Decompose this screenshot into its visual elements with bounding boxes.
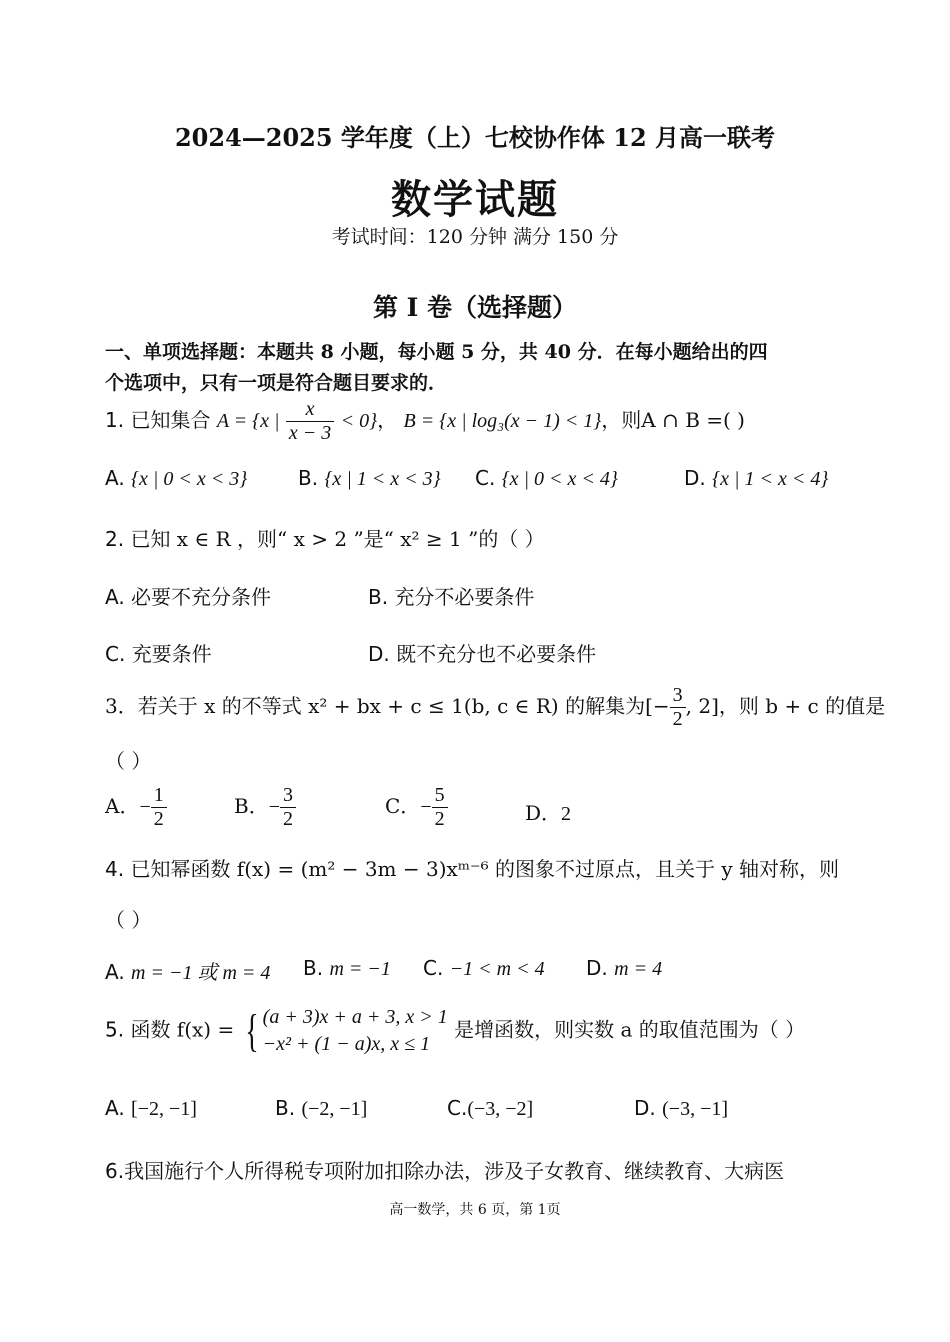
fraction (280, 784, 296, 831)
left-brace-icon: { (244, 1005, 259, 1056)
option-label: C． (385, 794, 421, 818)
section-instruction-line1: 一、单项选择题：本题共 8 小题，每小题 5 分，共 40 分．在每小题给出的四 (105, 341, 768, 363)
option-label: D. (634, 1096, 656, 1120)
question-number: 2. (105, 527, 125, 551)
question-1-stem: 1. 已知集合 A = {x | $\frac{x}{x - 3}$ < 0}， B = {x | log₃(x − 1) < 1}，则A ∩ B =( ) (105, 398, 745, 444)
option-label: B. (368, 585, 389, 609)
fraction (151, 784, 167, 831)
option-label: B. (275, 1096, 296, 1120)
exam-title-line: 2024—2025 学年度（上）七校协作体 12 月高一联考 (174, 123, 776, 152)
subject-title: 数学试题 (391, 177, 559, 223)
option-d[interactable] (525, 797, 571, 826)
question-2-stem (105, 523, 545, 552)
option-label: A. (105, 466, 125, 490)
option-label: D. (684, 466, 706, 490)
question-3-stem (105, 684, 885, 731)
fraction (670, 684, 686, 731)
question-5-stem (105, 1004, 805, 1058)
question-number: 4. (105, 857, 125, 881)
option-a[interactable] (105, 466, 247, 491)
option-text: −1 < m < 4 (449, 958, 545, 980)
option-text: m = 4 (614, 958, 663, 980)
fraction-numerator: 5 (432, 784, 448, 808)
question-text: 若关于 x 的不等式 x² + bx + c ≤ 1(b, c ∈ R) 的解集为[− (137, 694, 670, 718)
option-c[interactable] (475, 466, 618, 491)
option-sign: − (139, 796, 151, 818)
fraction-numerator: 1 (151, 784, 167, 808)
option-label: C. (423, 956, 444, 980)
fraction-denominator: 2 (153, 808, 164, 830)
section-title: 第 I 卷（选择题） (372, 293, 578, 322)
option-d[interactable] (586, 956, 662, 981)
question-4-stem (105, 853, 839, 882)
option-c[interactable] (423, 956, 545, 981)
option-label: A. (105, 585, 125, 609)
question-number: 6. (105, 1159, 125, 1183)
case-2: −x² + (1 − a)x, x ≤ 1 (262, 1033, 431, 1055)
option-text: m = −1 (329, 958, 391, 980)
option-b[interactable] (368, 581, 534, 610)
option-label: C. (447, 1096, 468, 1120)
option-b[interactable] (234, 784, 296, 831)
fraction-denominator: 2 (434, 808, 445, 830)
option-b[interactable] (275, 1096, 367, 1121)
exam-info: 考试时间：120 分钟 满分 150 分 (331, 226, 619, 248)
piecewise-cases (263, 1004, 448, 1058)
option-label: D. (368, 642, 390, 666)
fraction-denominator: 2 (282, 808, 293, 830)
page-footer: 高一数学，共 6 页，第 1页 (389, 1202, 561, 1218)
option-d[interactable] (634, 1096, 728, 1121)
option-text: (−2, −1] (301, 1098, 368, 1120)
option-c[interactable] (447, 1096, 533, 1121)
fraction (432, 784, 448, 831)
option-sign: − (268, 796, 280, 818)
question-tail: 是增函数，则实数 a 的取值范围为（ ） (454, 1017, 806, 1042)
case-1: (a + 3)x + a + 3, x > 1 (262, 1006, 448, 1028)
question-number: 5. (105, 1017, 125, 1042)
fraction-numerator: 3 (670, 684, 686, 708)
option-a[interactable] (105, 1096, 197, 1121)
option-label: D． (525, 801, 562, 825)
fraction (286, 398, 334, 445)
set-a-expression: A = {x | (216, 410, 280, 432)
question-number: 3． (105, 694, 138, 718)
option-label: B． (234, 794, 269, 818)
question-text: 已知集合 (130, 408, 211, 432)
option-text: {x | 0 < x < 4} (501, 468, 618, 490)
option-label: B. (303, 956, 324, 980)
option-label: D. (586, 956, 608, 980)
option-b[interactable] (298, 466, 441, 491)
question-4-answer-blank: （ ） (105, 908, 152, 932)
option-label: A. (105, 960, 125, 984)
fraction-numerator: 3 (280, 784, 296, 808)
option-a[interactable] (105, 581, 271, 610)
question-3-answer-blank: （ ） (105, 749, 152, 773)
fraction-denominator: 2 (672, 708, 683, 730)
option-c[interactable] (105, 638, 212, 667)
option-label: B. (298, 466, 319, 490)
section-instruction-line2: 个选项中，只有一项是符合题目要求的． (105, 372, 448, 394)
option-label: A. (105, 1096, 125, 1120)
option-text: {x | 0 < x < 3} (131, 468, 248, 490)
question-tail: ，则A ∩ B =( ) (601, 408, 745, 432)
question-text: 已知幂函数 f(x) = (m² − 3m − 3)xᵐ⁻⁶ 的图象不过原点，且关于 y 轴对称，则 (130, 857, 840, 881)
option-text: {x | 1 < x < 4} (712, 468, 829, 490)
option-d[interactable] (684, 466, 828, 491)
option-a[interactable] (105, 784, 167, 831)
option-c[interactable] (385, 784, 448, 831)
question-text: 已知 x ∈ R ，则“ x > 2 ”是“ x² ≥ 1 ”的（ ） (130, 527, 545, 551)
option-label: A． (105, 794, 140, 818)
option-text: 充要条件 (131, 642, 212, 666)
question-text: 我国施行个人所得税专项附加扣除办法，涉及子女教育、继续教育、大病医 (124, 1159, 785, 1183)
option-text: (−3, −2] (467, 1098, 534, 1120)
option-text: 必要不充分条件 (131, 585, 272, 609)
option-text: 既不充分也不必要条件 (396, 642, 597, 666)
fraction-denominator: x − 3 (288, 422, 332, 444)
option-label: C. (105, 642, 126, 666)
option-text: m = −1 或 m = 4 (131, 962, 271, 984)
option-sign: − (420, 796, 432, 818)
question-text-tail: , 2]，则 b + c 的值是 (685, 694, 886, 718)
option-text: [−2, −1] (131, 1098, 197, 1120)
question-number: 1. (105, 408, 125, 432)
set-a-tail: < 0} (340, 410, 378, 432)
option-text: 2 (561, 803, 572, 825)
question-text: 函数 f(x) = (130, 1017, 235, 1042)
question-6-stem (105, 1155, 784, 1184)
option-label: C. (475, 466, 496, 490)
option-d[interactable] (368, 638, 596, 667)
set-b-expression: B = {x | log₃(x − 1) < 1} (403, 410, 602, 432)
option-a[interactable] (105, 956, 270, 985)
option-b[interactable] (303, 956, 391, 981)
fraction-numerator: x (286, 398, 334, 422)
option-text: 充分不必要条件 (394, 585, 535, 609)
option-text: {x | 1 < x < 3} (324, 468, 441, 490)
option-text: (−3, −1] (662, 1098, 729, 1120)
